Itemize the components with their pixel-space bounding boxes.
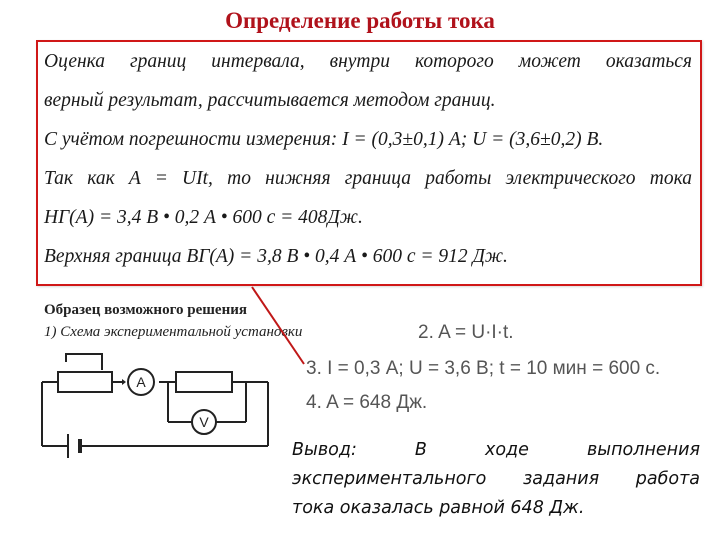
box-line-2: верный результат, рассчитывается методом границ.: [44, 90, 496, 111]
conclusion-text: [292, 436, 700, 523]
box-line-3: С учётом погрешности измерения: I = (0,3±0,1) А; U = (3,6±0,2) В.: [44, 129, 604, 150]
box-line-1: Оценка границ интервала, внутри которого может оказаться: [44, 51, 692, 72]
ammeter-label: A: [136, 374, 146, 390]
conclusion-line-3: тока оказалась равной 648 Дж.: [292, 498, 585, 518]
box-line-5: НГ(A) = 3,4 В • 0,2 А • 600 с = 408Дж.: [44, 207, 363, 228]
step-4-result: 4. A = 648 Дж.: [306, 392, 428, 413]
box-line-4: Так как A = UIt, то нижняя граница работы электрического тока: [44, 168, 692, 189]
slide-title: Определение работы тока: [225, 8, 495, 33]
conclusion-line-1: Вывод: В ходе выполнения: [292, 440, 700, 460]
box-line-6: Верхняя граница ВГ(A) = 3,8 В • 0,4 А • 600 с = 912 Дж.: [44, 246, 508, 267]
step-3-values: 3. I = 0,3 А; U = 3,6 В; t = 10 мин = 600 с.: [306, 358, 661, 379]
step-2-formula: 2. A = U·I·t.: [418, 322, 514, 343]
step-1-text: 1) Схема экспериментальной установки: [44, 324, 303, 340]
voltmeter-label: V: [199, 414, 209, 430]
conclusion-line-2: экспериментального задания работа: [292, 469, 700, 489]
sample-solution-heading: Образец возможного решения: [44, 302, 247, 318]
